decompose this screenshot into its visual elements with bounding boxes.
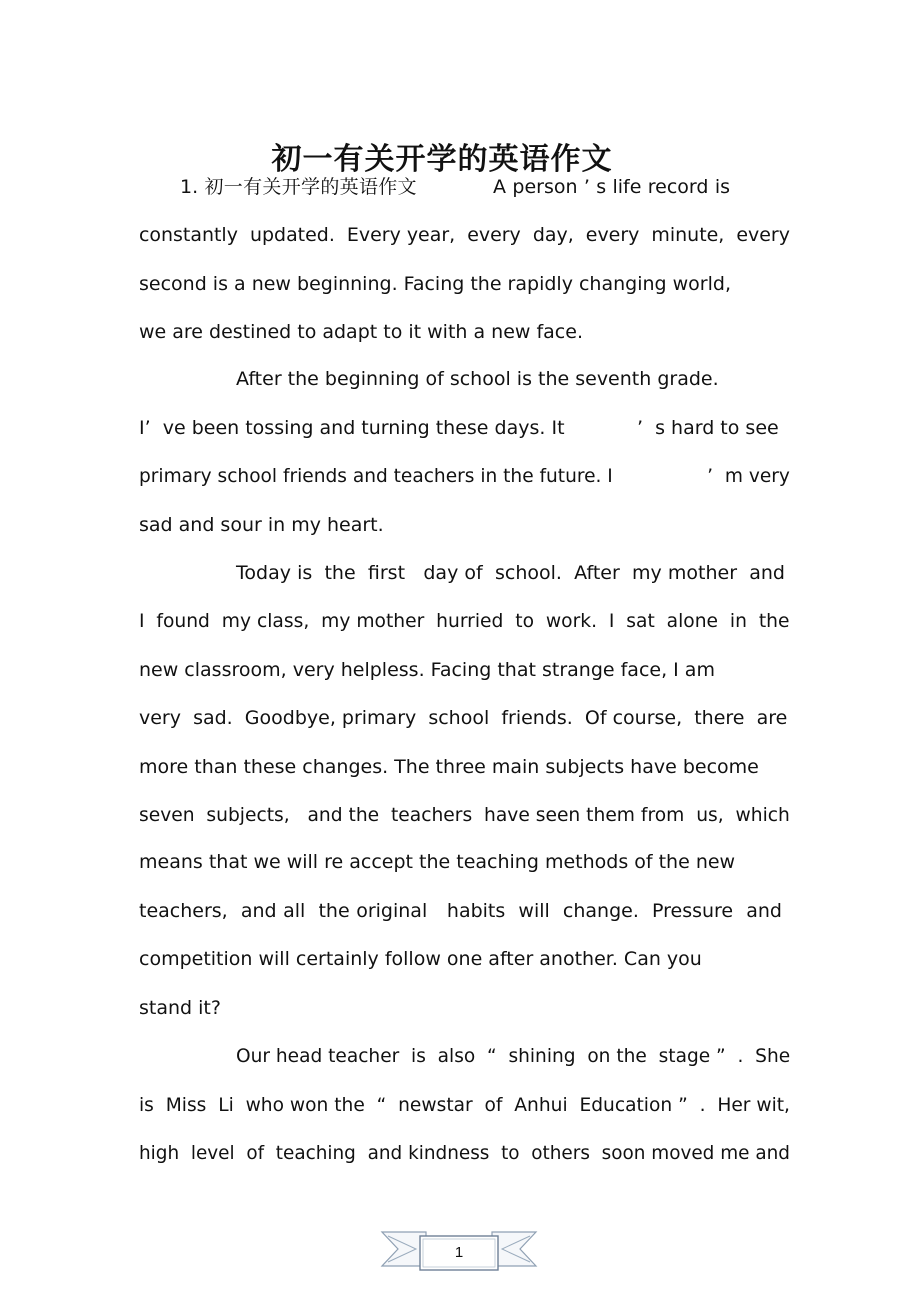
text-line: high level of teaching and kindness to others soon moved me and <box>139 1142 790 1164</box>
text-line: we are destined to adapt to it with a new face. <box>139 321 583 343</box>
text-line: After the beginning of school is the seventh grade. <box>236 368 719 390</box>
text-line: teachers, and all the original habits will change. Pressure and <box>139 900 782 922</box>
text-line: new classroom, very helpless. Facing that strange face, I am <box>139 659 715 681</box>
text-line: I’ ve been tossing and turning these days. It ’ s hard to see <box>139 417 779 439</box>
text-line: seven subjects, and the teachers have seen them from us, which <box>139 804 790 826</box>
text-line: is Miss Li who won the “ newstar of Anhui Education ” . Her wit, <box>139 1094 790 1116</box>
text-line: Today is the first day of school. After my mother and <box>236 562 785 584</box>
text-line: more than these changes. The three main subjects have become <box>139 756 759 778</box>
text-line: competition will certainly follow one after another. Can you <box>139 948 702 970</box>
text-line: very sad. Goodbye, primary school friends. Of course, there are <box>139 707 788 729</box>
document-title: 初一有关开学的英语作文 <box>271 142 613 178</box>
page-number: 1 <box>454 1244 464 1261</box>
text-line: second is a new beginning. Facing the rapidly changing world, <box>139 273 731 295</box>
text-line: primary school friends and teachers in the future. I ’ m very <box>139 465 790 487</box>
text-line: constantly updated. Every year, every day, every minute, every <box>139 224 790 246</box>
text-line: sad and sour in my heart. <box>139 514 384 536</box>
text-line: means that we will re accept the teaching methods of the new <box>139 851 736 873</box>
text-line: I found my class, my mother hurried to work. I sat alone in the <box>139 610 790 632</box>
text-line: stand it? <box>139 997 221 1019</box>
text-line: Our head teacher is also “ shining on the stage ” . She <box>236 1045 791 1067</box>
text-line: 1. 初一有关开学的英语作文 A person ’ s life record is <box>180 176 730 198</box>
